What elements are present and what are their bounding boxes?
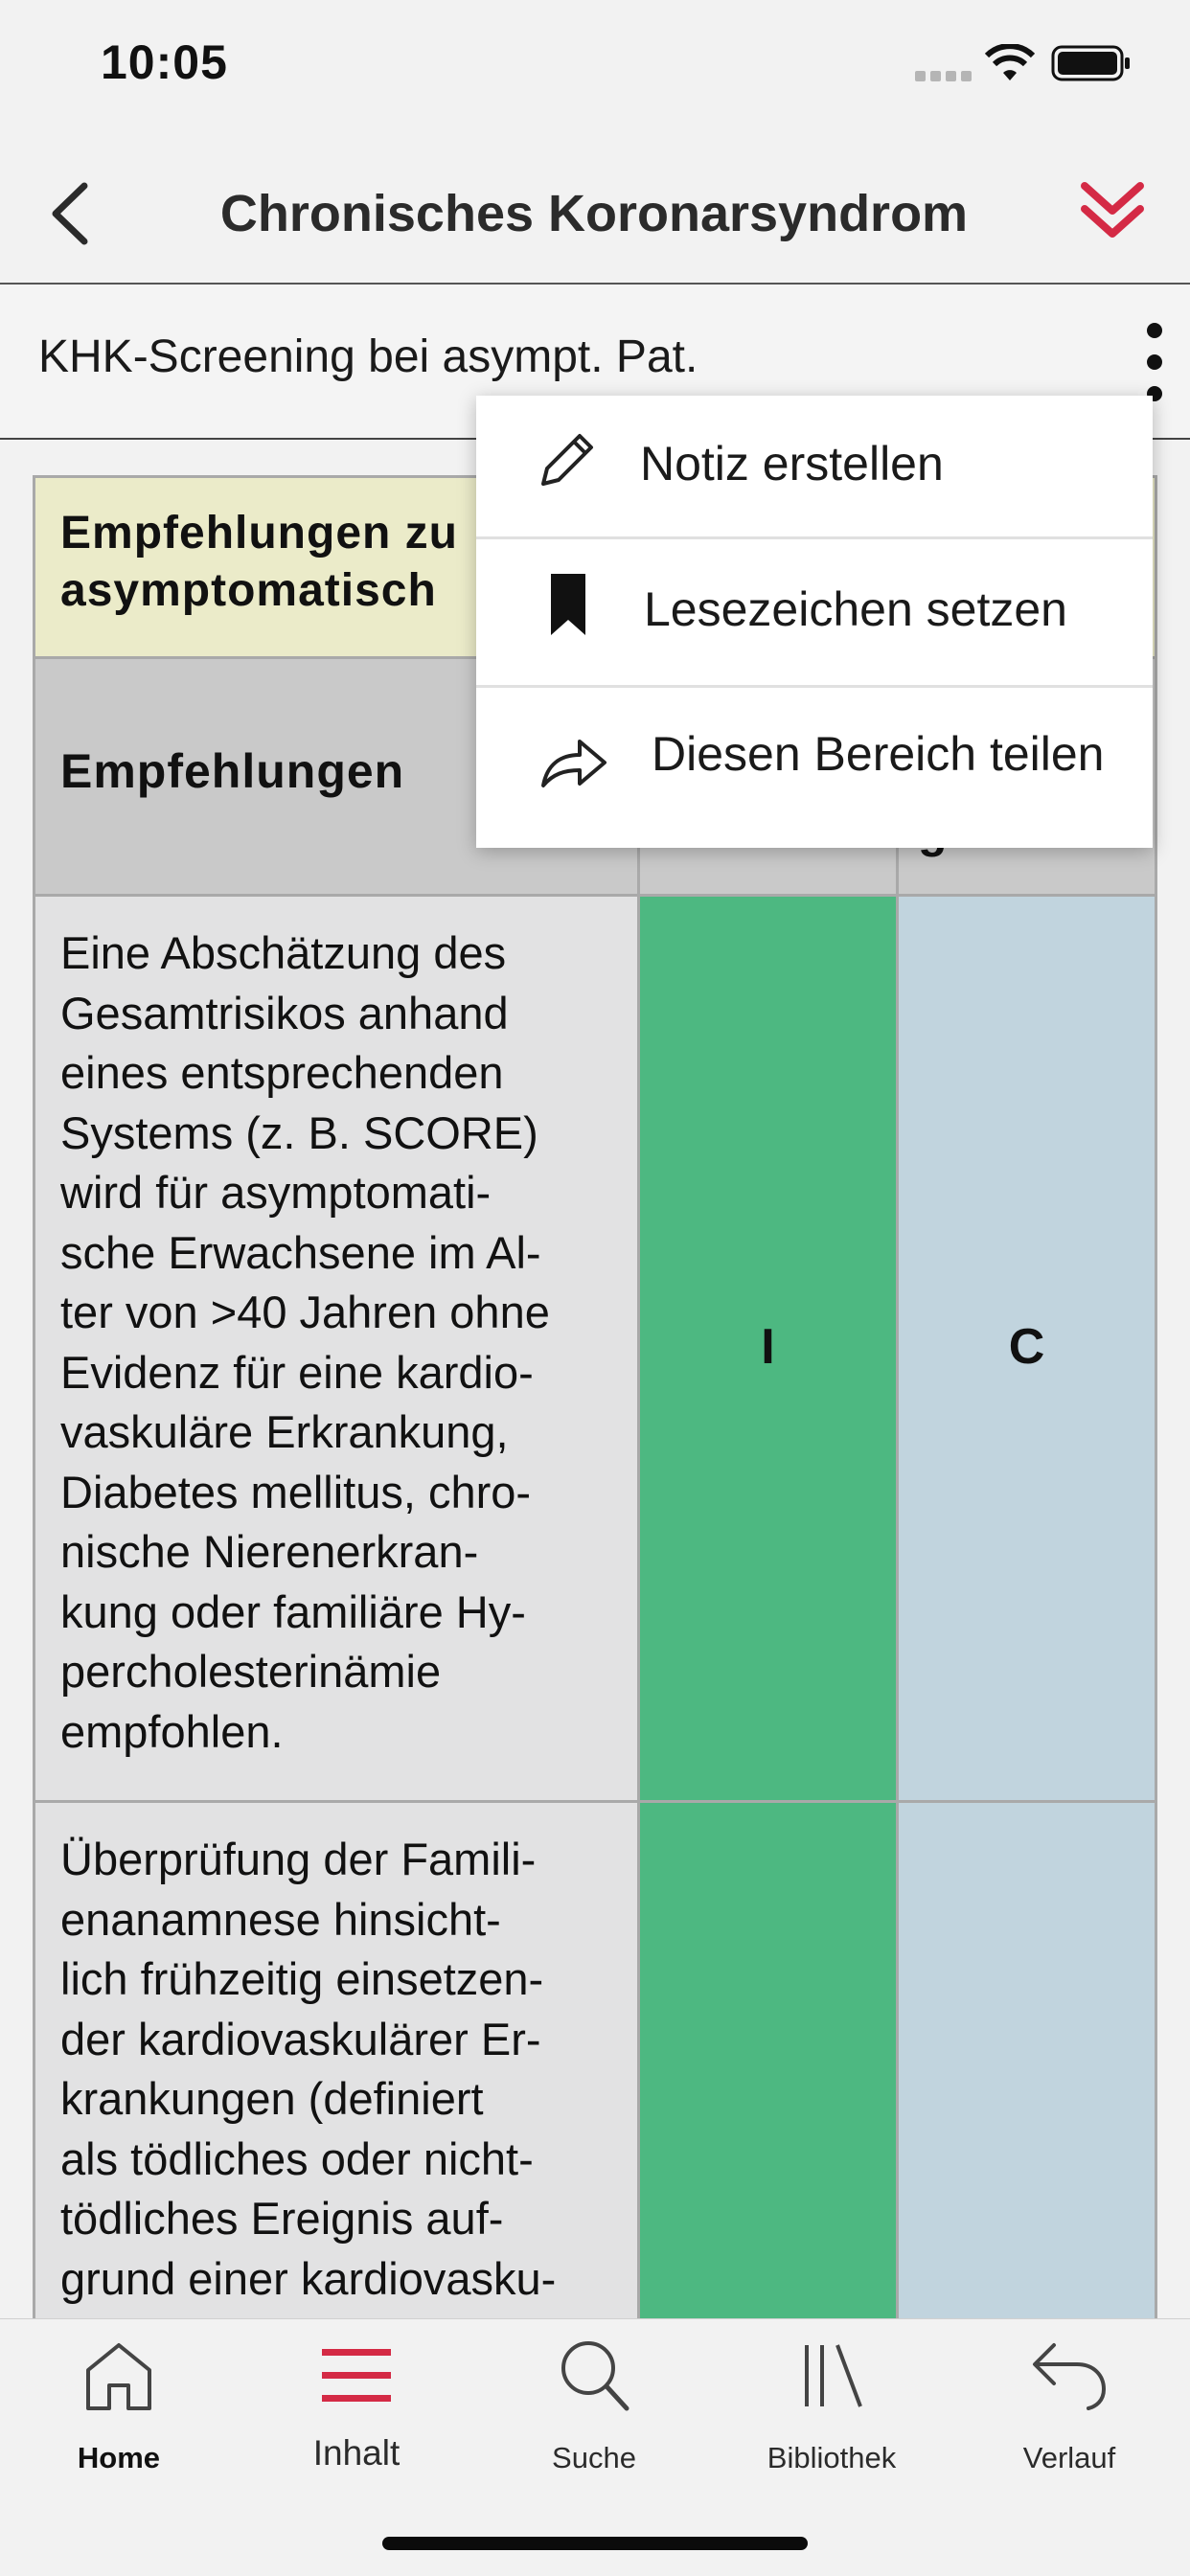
tab-label: Bibliothek (767, 2441, 897, 2474)
evidence-level: C (1008, 1319, 1045, 1375)
table-row (33, 1803, 640, 2318)
cellular-signal-icon (915, 71, 973, 80)
page-title: Chronisches Koronarsyndrom (219, 185, 969, 242)
level-cell (899, 1803, 1157, 2318)
table-title-line-1: Empfehlungen zu (60, 508, 458, 559)
battery-icon (1051, 44, 1132, 82)
recommendation-text: Eine Abschätzung des Gesamtrisikos anhand eines entsprechenden Systems (z. B. SCORE) wird für asymptomati- sche Erwachsene im Al- ter von >40 Jahren ohne Evidenz für eine kardio- vaskuläre Erkrankung, Diabetes mellitus, chro- nische Nierenerkran- kung oder familiäre Hy- percholesterinämie empfohlen. (60, 927, 550, 1757)
back-icon[interactable] (46, 182, 94, 245)
table-title-line-2: asymptomatisch (60, 565, 437, 616)
share-icon (539, 736, 608, 789)
context-menu (476, 396, 1153, 848)
tab-label: Suche (552, 2441, 636, 2474)
menu-label: Lesezeichen setzen (644, 582, 1067, 636)
level-cell (899, 897, 1157, 1803)
tab-history[interactable] (950, 2337, 1188, 2500)
bookmark-icon (549, 572, 587, 637)
search-icon (546, 2337, 642, 2414)
class-cell (640, 1803, 899, 2318)
class-cell (640, 897, 899, 1803)
section-title: KHK-Screening bei asympt. Pat. (38, 331, 698, 382)
menu-item-create-note[interactable] (476, 396, 1153, 536)
menu-item-set-bookmark[interactable] (476, 539, 1153, 685)
home-indicator (382, 2537, 808, 2550)
pencil-icon (536, 428, 599, 491)
menu-item-share-section[interactable] (476, 688, 1153, 848)
menu-label: Diesen Bereich teilen (652, 727, 1105, 781)
recommendation-text: Überprüfung der Famili- enanamnese hinsicht- lich frühzeitig einsetzen- der kardiovaskulärer Er- krankungen (definiert als tödliches oder nicht- tödliches Ereignis auf- grund einer kardiovasku- (60, 1834, 557, 2304)
library-icon (784, 2337, 880, 2414)
collapse-chevrons-icon[interactable] (1079, 178, 1146, 243)
tab-content[interactable] (238, 2337, 475, 2500)
tab-library[interactable] (713, 2337, 950, 2500)
home-icon (71, 2337, 167, 2414)
status-time: 10:05 (101, 35, 228, 89)
menu-icon (309, 2337, 404, 2414)
history-icon (1021, 2337, 1117, 2414)
table-row (33, 897, 640, 1803)
tab-label: Home (77, 2441, 161, 2474)
wifi-icon (985, 44, 1035, 82)
tab-label: Verlauf (1022, 2441, 1116, 2474)
more-options-icon[interactable] (1140, 321, 1169, 403)
tab-home[interactable] (0, 2337, 238, 2500)
tab-search[interactable] (475, 2337, 713, 2500)
menu-label: Notiz erstellen (640, 437, 944, 490)
tab-label: Inhalt (312, 2433, 400, 2473)
recommendation-class: I (761, 1319, 775, 1375)
header-label: Empfehlungen (60, 744, 405, 798)
